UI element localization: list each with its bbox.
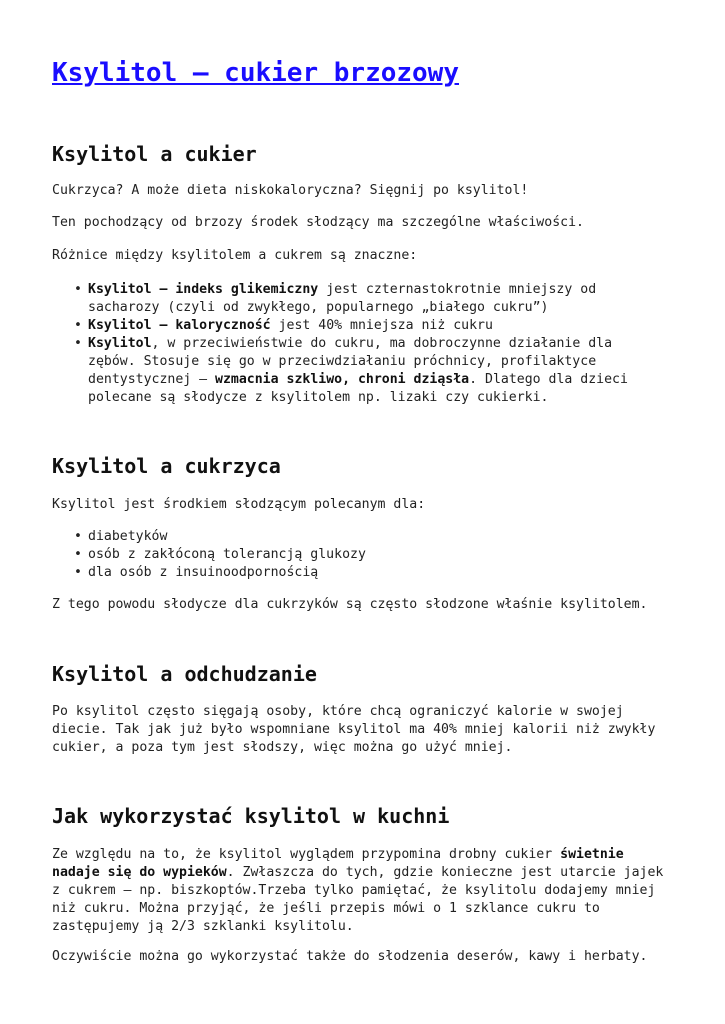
list-item [52, 335, 652, 407]
paragraph-text: Ze względu na to, że ksylitol wyglądem przypomina drobny cukier [52, 847, 561, 862]
section-heading-kuchnia: Jak wykorzystać ksylitol w kuchni [52, 804, 450, 828]
paragraph: Cukrzyca? A może dieta niskokaloryczna? Sięgnij po ksylitol! [52, 183, 529, 198]
list-item [52, 317, 652, 335]
bold-text: wzmacnia szkliwo, chroni dziąsła [215, 372, 470, 387]
section-heading-ksylitol-a-odchudzanie: Ksylitol a odchudzanie [52, 662, 317, 686]
paragraph: Oczywiście można go wykorzystać także do słodzenia deserów, kawy i herbaty. [52, 949, 648, 964]
paragraph: Po ksylitol często sięgają osoby, które chcą ograniczyć kalorie w swojej diecie. Tak jak już było wspomniane ksylitol ma 40% mniej kalorii niż zwykły cukier, a poza tym jest słodszy, więc można go użyć mniej. [52, 704, 656, 755]
bold-text: Ksylitol – indeks glikemiczny [88, 282, 319, 297]
paragraph: Ksylitol jest środkiem słodzącym polecanym dla: [52, 497, 426, 512]
paragraph [52, 846, 672, 936]
section-heading-ksylitol-a-cukrzyca: Ksylitol a cukrzyca [52, 454, 281, 478]
item-text: . Dlatego dla dzieci polecane są słodycze z ksylitolem np. lizaki czy cukierki. [88, 372, 628, 405]
list-item: • dla osób z insuinoodpornością [52, 564, 652, 582]
page-title [52, 55, 459, 91]
paragraph: Z tego powodu słodycze dla cukrzyków są często słodzone właśnie ksylitolem. [52, 597, 648, 612]
item-text: , w przeciwieństwie do cukru, ma dobroczynne działanie dla zębów. Stosuje się go w przeciwdziałaniu próchnicy, profilaktyce dentystycznej – [88, 336, 613, 387]
paragraph: Ten pochodzący od brzozy środek słodzący ma szczególne właściwości. [52, 215, 584, 230]
section-heading-ksylitol-a-cukier: Ksylitol a cukier [52, 142, 257, 166]
title-link[interactable]: Ksylitol – cukier brzozowy [52, 58, 459, 88]
bold-text: świetnie nadaje się do wypieków [52, 847, 624, 880]
bold-text: Ksylitol [88, 336, 152, 351]
item-text: jest czternastokrotnie mniejszy od sacharozy (czyli od zwykłego, popularnego „białego cukru”) [88, 282, 597, 315]
list-item [52, 281, 652, 317]
bold-text: Ksylitol – kaloryczność [88, 318, 271, 333]
item-text: jest 40% mniejsza niż cukru [270, 318, 493, 333]
paragraph: Różnice między ksylitolem a cukrem są znaczne: [52, 248, 418, 263]
paragraph-text: . Zwłaszcza do tych, gdzie konieczne jest utarcie jajek z cukrem – np. biszkoptów.Trzeba tylko pamiętać, że ksylitolu dodajemy mniej niż cukru. Można przyjąć, że jeśli przepis mówi o 1 szklance cukru to zastępujemy ją 2/3 szklanki ksylitolu. [52, 865, 664, 934]
differences-list [52, 281, 652, 407]
recommended-for-list [52, 528, 652, 582]
list-item: • diabetyków [52, 528, 652, 546]
list-item: • osób z zakłóconą tolerancją glukozy [52, 546, 652, 564]
